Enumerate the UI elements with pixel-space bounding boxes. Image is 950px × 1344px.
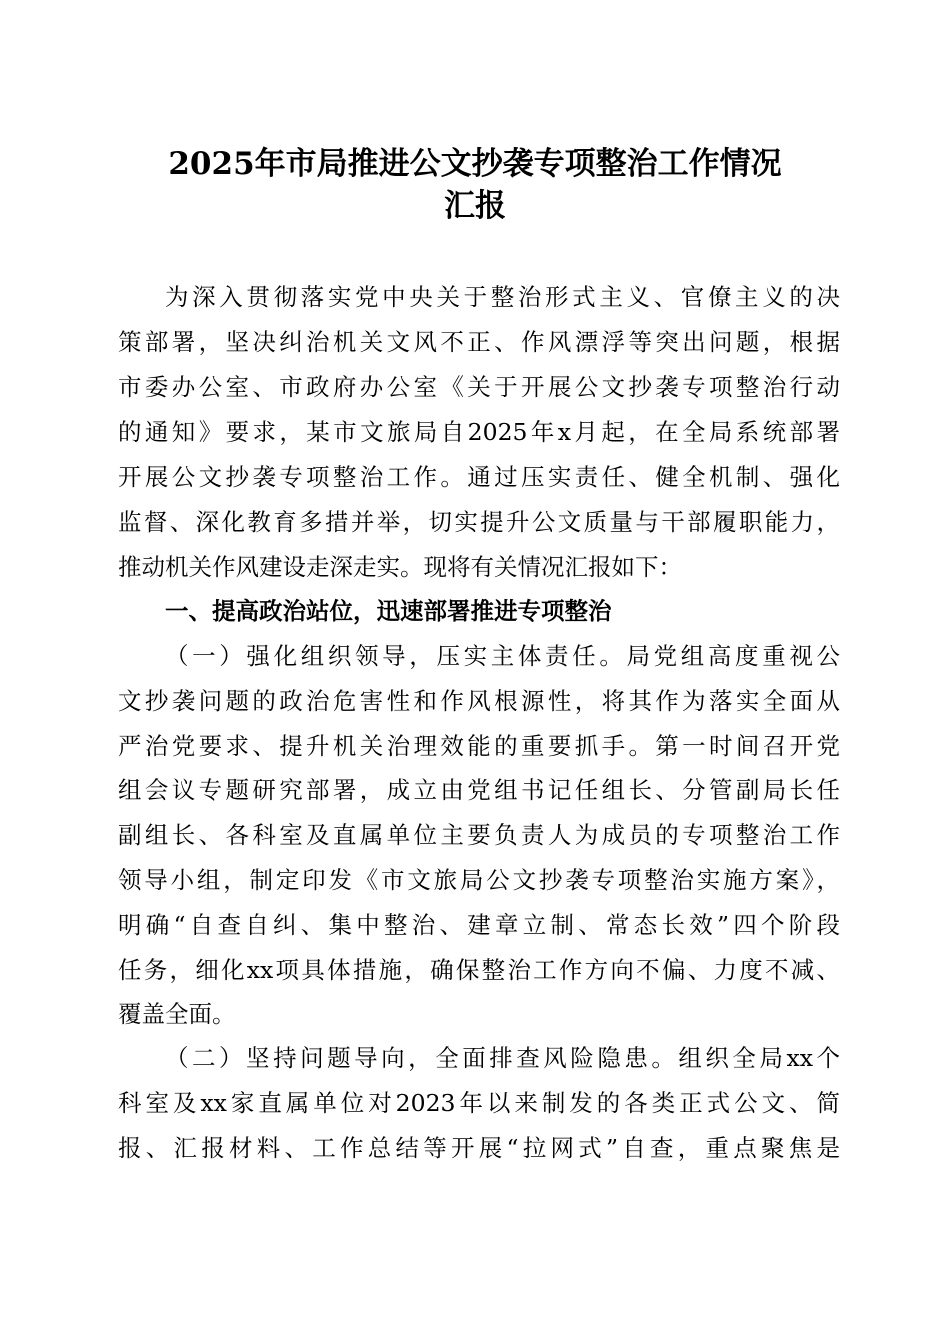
paragraph-line: 领导小组，制定印发《市文旅局公文抄袭专项整治实施方案》，: [118, 866, 840, 894]
paragraph-line: 文抄袭问题的政治危害性和作风根源性，将其作为落实全面从: [118, 687, 840, 715]
paragraph-line: 覆盖全面。: [118, 1000, 236, 1028]
paragraph-line: 组会议专题研究部署，成立由党组书记任组长、分管副局长任: [118, 776, 840, 804]
intro-line: 市委办公室、市政府办公室《关于开展公文抄袭专项整治行动: [118, 373, 840, 401]
document-title-line-1: 2025年市局推进公文抄袭专项整治工作情况: [168, 146, 782, 182]
paragraph-line: 科室及xx家直属单位对2023年以来制发的各类正式公文、简: [118, 1089, 840, 1117]
intro-line: 策部署，坚决纠治机关文风不正、作风漂浮等突出问题，根据: [118, 328, 840, 356]
document-title-line-2: 汇报: [444, 188, 506, 224]
paragraph-line: 任务，细化xx项具体措施，确保整治工作方向不偏、力度不减、: [118, 956, 840, 984]
intro-line: 开展公文抄袭专项整治工作。通过压实责任、健全机制、强化: [118, 463, 840, 491]
paragraph-line: 报、汇报材料、工作总结等开展“拉网式”自查，重点聚焦是: [118, 1134, 840, 1162]
paragraph-line: （一）强化组织领导，压实主体责任。局党组高度重视公: [165, 642, 840, 670]
intro-line: 的通知》要求，某市文旅局自2025年x月起，在全局系统部署: [118, 418, 840, 446]
paragraph-line: 副组长、各科室及直属单位主要负责人为成员的专项整治工作: [118, 821, 840, 849]
intro-line: 监督、深化教育多措并举，切实提升公文质量与干部履职能力，: [118, 508, 840, 536]
paragraph-line: （二）坚持问题导向，全面排查风险隐患。组织全局xx个: [165, 1044, 840, 1072]
paragraph-line: 明确“自查自纠、集中整治、建章立制、常态长效”四个阶段: [118, 911, 840, 939]
section-heading: 一、提高政治站位，迅速部署推进专项整治: [165, 597, 612, 625]
intro-line: 推动机关作风建设走深走实。现将有关情况汇报如下：: [118, 553, 682, 581]
intro-line: 为深入贯彻落实党中央关于整治形式主义、官僚主义的决: [165, 283, 840, 311]
paragraph-line: 严治党要求、提升机关治理效能的重要抓手。第一时间召开党: [118, 732, 840, 760]
